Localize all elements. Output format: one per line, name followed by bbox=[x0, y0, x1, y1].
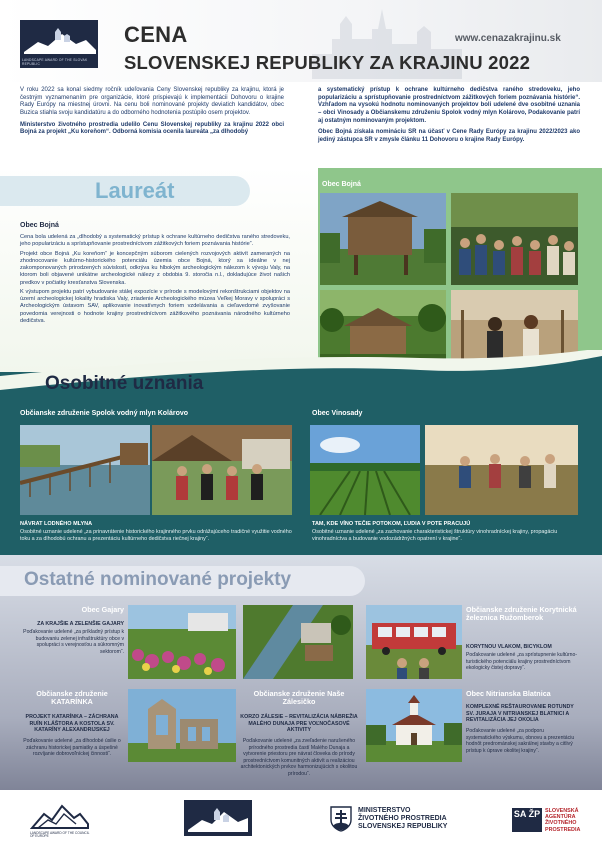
sazp-line: ŽIVOTNÉHO bbox=[545, 820, 577, 827]
osobitne-left-heading: Občianske združenie Spolok vodný mlyn Kolárovo bbox=[20, 410, 189, 417]
sazp-logo-mark bbox=[512, 808, 542, 832]
ostatne-title: Ostatné nominované projekty bbox=[24, 569, 292, 590]
photo-korytnica-train bbox=[366, 605, 462, 679]
photo-bojna-crowd bbox=[451, 193, 578, 285]
blatnica-heading: Obec Nitrianska Blatnica bbox=[466, 689, 551, 698]
ministry-name bbox=[358, 807, 447, 831]
zalesicko-heading: Občianske združenie Naše Zálesičko bbox=[253, 689, 345, 707]
slovak-landscape-award-logo-icon bbox=[184, 800, 252, 836]
laureat-heading: Obec Bojná bbox=[20, 222, 59, 229]
korytnica-subtitle: KORYTNOU VLAKOM, BICYKLOM bbox=[466, 644, 552, 650]
laureat-paragraph: Projekt obce Bojná „Ku koreňom“ je koncepčným súborom cielených rozvojových aktivít zameraných na zhodnocovanie kultúrno-historického potenciálu územia obce Bojná, ktorý sa ideálne v nej zakomponovaných prirodzených súvislostí, odkrýva ku hlbokým archeologickým nálezom k vývoju Valy, na ktorom boli objavené unikátne archeologické nálezy z obdobia 9. storočia n.l., dokladujúce život našich predkov v počiatky kresťanstva Slovenska. bbox=[20, 250, 290, 286]
photo-zalesie-river bbox=[243, 605, 353, 679]
laureat-text bbox=[20, 234, 290, 325]
zalesicko-subtitle: KORZO ZÁLESIE – REVITALIZÁCIA NÁBREŽIA MALÉHO DUNAJA PRE VOĽNOČASOVÉ AKTIVITY bbox=[240, 714, 358, 734]
osobitne-left-caption-heading: NÁVRAT LODNÉHO MLYNA bbox=[20, 521, 93, 527]
zalesicko-text: Poďakovanie udelené „za zveľadenie narušeného prírodného prostredia častí Malého Dunaja a vytvorenie priestoru pre návrat človeka do prírody prostredníctvom komunitných aktivít a realizáciou architektonických prvkov harmonizujúcich s okolitou prírodou“. bbox=[240, 738, 358, 777]
slovak-coat-of-arms-icon bbox=[330, 806, 352, 832]
osobitne-right-heading: Obec Vinosady bbox=[312, 410, 363, 417]
award-logo-caption: LANDSCAPE AWARD OF THE SLOVAK REPUBLIC bbox=[22, 58, 88, 66]
photo-kolarovo-bridge bbox=[20, 425, 150, 515]
intro-paragraph: a systematický prístup k ochrane kultúrneho dedičstva raného stredoveku, jeho popularizáciu a sprístupňovanie prostredníctvom zážitkových foriem poznávania histórie“. Vzhľadom na vysokú hodnotu nominovaných projektov boli udelené dve osobitné uznania – obci Vinosady a Občianskemu združeniu Spolok vodný mlyn Kolárovo, Podakovanie patrí aj ostatným nominovaným projektom. bbox=[318, 87, 580, 124]
blatnica-text: Poďakovanie udelené „za podporu systematického výskumu, obnovu a prezentáciu hodnôt predrománskej sakrálnej stavby a citlivý prístup k úprave okolitej krajiny“. bbox=[466, 728, 575, 754]
intro-paragraph: Obec Bojná získala nomináciu SR na účasť v Cene Rady Európy za krajinu 2022/2023 ako jediný zástupca SR v zmysle článku 11 Dohovoru o krajine Rady Európy. bbox=[318, 129, 580, 144]
blatnica-subtitle: KOMPLEXNÉ REŠTAUROVANIE ROTUNDY SV. JURAJA V NITRIANSKEJ BLATNICI A REVITALIZÁCIA JEJ OKOLIA bbox=[466, 704, 574, 724]
katarinka-subtitle: PROJEKT KATARÍNKA – ZÁCHRANA RUÍN KLÁŠTORA A KOSTOLA SV. KATARÍNY ALEXANDRIJSKEJ bbox=[25, 714, 119, 734]
korytnica-heading: Občianske združenie Korytnická železnica Ružomberok bbox=[466, 605, 577, 623]
sazp-logo-mark-text: SA ŽP bbox=[513, 809, 541, 819]
title-line-1: CENA bbox=[124, 22, 188, 47]
photo-blatnica-rotunda bbox=[366, 689, 462, 762]
osobitne-left-caption: Osobitné uznanie udelené „za prinavrátenie historického krajinného prvku odrážajúceho tradičné využitie vodného toku a za dlhodobú ochranu a prezentáciu kultúrneho dedičstva riečnej krajiny“. bbox=[20, 529, 292, 543]
council-logo-caption: LANDSCAPE AWARD OF THE COUNCIL OF EUROPE bbox=[30, 831, 90, 839]
katarinka-text: Poďakovanie udelené „za dlhodobé úsilie o záchranu historickej pamiatky a úspešné rozvíjanie dobrovoľníckej činnosti“. bbox=[23, 738, 121, 758]
osobitne-title: Osobitné uznania bbox=[45, 373, 204, 394]
title-line-2: SLOVENSKEJ REPUBLIKY ZA KRAJINU 2022 bbox=[124, 52, 531, 73]
bojna-photos-label: Obec Bojná bbox=[322, 181, 361, 188]
intro-right bbox=[318, 87, 580, 145]
award-logo bbox=[20, 20, 98, 68]
photo-kolarovo-folk-dance bbox=[152, 425, 292, 515]
sazp-name bbox=[545, 808, 580, 833]
photo-katarinka-ruins bbox=[128, 689, 236, 762]
sazp-line: AGENTÚRA bbox=[545, 814, 576, 821]
photo-gajary-flowers bbox=[128, 605, 236, 679]
gajary-subtitle: ZA KRAJŠIE A ZELENŠIE GAJARY bbox=[37, 621, 124, 627]
gajary-text: Poďakovanie udelené „za príkladný prístup k budovaniu zelenej infraštruktúry obce v spolupráci s verejnosťou a súkromným sektorom“. bbox=[23, 629, 124, 655]
katarinka-heading: Občianske združenie KATARÍNKA bbox=[36, 689, 108, 707]
ministry-line: SLOVENSKEJ REPUBLIKY bbox=[358, 823, 448, 831]
gajary-heading: Obec Gajary bbox=[81, 605, 124, 614]
photo-bojna-wooden-tower bbox=[320, 193, 446, 285]
intro-left bbox=[20, 87, 284, 137]
photo-vinosady-vineyard bbox=[310, 425, 420, 515]
laureat-paragraph: Cena bola udelená za „dlhodobý a systematický prístup k ochrane kultúrneho dedičstva raného stredoveku, jeho popularizáciu a sprístupňovanie prostredníctvom zážitkových foriem poznávania histórie“. bbox=[20, 234, 290, 248]
ministry-line: ŽIVOTNÉHO PROSTREDIA bbox=[358, 815, 447, 823]
council-landscape-award-logo-icon bbox=[30, 800, 90, 830]
sazp-line: PROSTREDIA bbox=[545, 826, 581, 833]
intro-paragraph: Ministerstvo životného prostredia udelilo Cenu Slovenskej republiky za krajinu 2022 obci Bojná za projekt „Ku koreňom“. Odborná komisia ocenila laureáta „za dlhodobý bbox=[20, 121, 284, 136]
laureat-title: Laureát bbox=[95, 178, 175, 203]
website-link[interactable]: www.cenazakrajinu.sk bbox=[455, 33, 561, 44]
korytnica-text: Poďakovanie udelené „za sprístupnenie kultúrno-turistického potenciálu krajiny prostredníctvom ekologicky čistej dopravy“. bbox=[466, 652, 578, 672]
osobitne-right-caption: Osobitné uznanie udelené „za zachovanie charakteristickej štruktúry vinohradníckej krajiny, propagáciu vinohradníctva a budovanie vodozádržných opatrení v krajine“. bbox=[312, 529, 558, 543]
ministry-line: MINISTERSTVO bbox=[358, 807, 411, 814]
photo-vinosady-harvest bbox=[425, 425, 578, 515]
osobitne-right-caption-heading: TAM, KDE VÍNO TEČIE POTOKOM, ĽUDIA V POTE PRACUJÚ bbox=[312, 521, 471, 527]
intro-paragraph: V roku 2022 sa konal siedmy ročník udeľovania Ceny Slovenskej republiky za krajinu, ktorá je čestným vyznamenaním pre organizácie, ktoré prispievajú k implementácii Dohovoru o krajine Rady Európy na miestnej úrovni. Na cenu boli nominované projekty deviatich kandidátov, obec Buzica stiahla svoju kandidatúru a do odborného hodnotenia postúpilo osem projektov. bbox=[20, 87, 284, 117]
laureat-paragraph: K výstupom projektu patrí vybudovanie stálej expozície v prírode s modelovými rekonštrukciami objektov na území archeologickej lokality hradiska Valy, zriadenie Archeologického múzea Veľkej Moravy v spolupráci s Archeologickým ústavom SAV, aplikovanie inovatívnych foriem vzdelávania a cieľavedomé zvyšovanie povedomia verejnosti o hodnote krajiny prostredníctvom zážitkového poznávania národného kultúrneho dedičstva. bbox=[20, 288, 290, 324]
sazp-line: SLOVENSKÁ bbox=[545, 808, 579, 814]
